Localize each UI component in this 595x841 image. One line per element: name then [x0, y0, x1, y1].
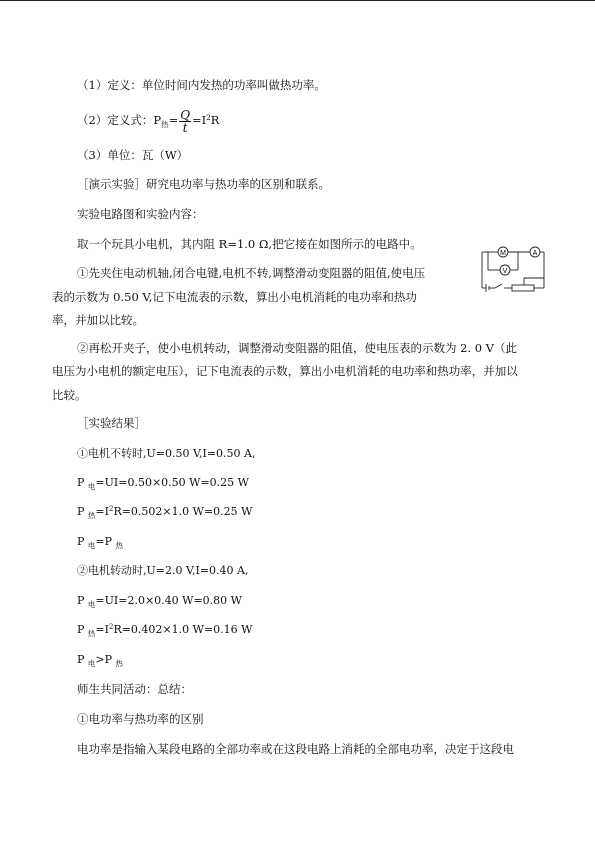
r2-cmp-p1: P [77, 653, 88, 666]
step2-line3: 比较。 [52, 388, 87, 402]
r2-ph-b: R=0.402×1.0 W=0.16 W [113, 623, 253, 636]
r1-cmp-p1: P [77, 535, 88, 548]
demo-line: ［演示实验］研究电功率与热功率的区别和联系。 [77, 177, 330, 191]
step1-line1: ①先夹住电动机轴,闭合电键,电机不转,调整滑动变阻器的阻值,使电压 [77, 266, 426, 280]
r2-cmp-sub1: 电 [87, 659, 96, 668]
formula-rest-a: =I [192, 113, 207, 127]
r2-pe-sub: 电 [87, 600, 96, 609]
r1-ph-a: =I [95, 505, 109, 518]
voltmeter-label: V [502, 268, 508, 275]
r2-ph-a: =I [95, 623, 109, 636]
circuit-diagram [468, 238, 548, 304]
step2-line2: 电压为小电机的额定电压），记下电流表的示数，算出小电机消耗的电功率和热功率，并加以 [52, 364, 518, 378]
definition-line: （1）定义：单位时间内发热的功率叫做热功率。 [77, 78, 326, 92]
formula-rest-b: R [210, 113, 220, 127]
formula-eq: = [168, 113, 179, 127]
r2-ph-sup: 2 [108, 623, 114, 631]
motor-label: M [500, 250, 506, 257]
result2-pe-line [77, 593, 242, 609]
formula-rest-sup: 2 [206, 114, 211, 122]
r1-cmp-sub1: 电 [87, 541, 96, 550]
r1-cmp-mid: =P [95, 535, 116, 548]
circuit-intro-line: 实验电路图和实验内容： [77, 207, 204, 221]
r2-pe-rest: =UI=2.0×0.40 W=0.80 W [95, 594, 242, 607]
step2-line1: ②再松开夹子，使小电机转动，调整滑动变阻器的阻值，使电压表的示数为 2. 0 V（此 [77, 341, 518, 355]
r1-pe-rest: =UI=0.50×0.50 W=0.25 W [95, 476, 249, 489]
formula-prefix: （2）定义式：P [77, 113, 162, 127]
r2-ph-sub: 热 [87, 629, 96, 638]
take-motor-line: 取一个玩具小电机，其内阻 R=1.0 Ω,把它接在如图所示的电路中。 [77, 237, 422, 251]
r1-cmp-sub2: 热 [115, 541, 124, 550]
difference-text: 电功率是指输入某段电路的全部功率或在这段电路上消耗的全部电功率，决定于这段电 [77, 742, 514, 756]
r2-cmp-mid: >P [95, 653, 116, 666]
r1-ph-sub: 热 [87, 511, 96, 520]
summary-line: 师生共同活动：总结： [77, 682, 192, 696]
formula-sub: 热 [161, 120, 169, 129]
formula-line [77, 106, 219, 136]
r2-cmp-sub2: 热 [115, 659, 124, 668]
result1-ph-line [77, 504, 252, 521]
r2-ph-p: P [77, 623, 88, 636]
formula-numerator: Q [180, 107, 191, 122]
r1-ph-p: P [77, 505, 88, 518]
result1-compare-line [77, 534, 123, 550]
ammeter-label: A [532, 250, 538, 257]
unit-line: （3）单位：瓦（W） [77, 148, 189, 162]
result1-line: ①电机不转时,U=0.50 V,I=0.50 A, [77, 447, 256, 460]
r1-pe-sub: 电 [87, 482, 96, 491]
result2-compare-line [77, 652, 123, 668]
difference-heading: ①电功率与热功率的区别 [77, 712, 204, 726]
formula-denominator: t [182, 120, 188, 135]
rheostat-body [512, 285, 534, 291]
result2-ph-line [77, 622, 252, 639]
r1-ph-b: R=0.502×1.0 W=0.25 W [113, 505, 253, 518]
switch-blade [495, 284, 502, 288]
result1-pe-line [77, 475, 249, 491]
step1-line2: 表的示数为 0.50 V,记下电流表的示数，算出小电机消耗的电功率和热功 [52, 290, 417, 304]
formula-fraction [179, 109, 191, 134]
r1-pe-p: P [77, 476, 88, 489]
result-heading: ［实验结果］ [77, 416, 146, 430]
step1-line3: 率，并加以比较。 [52, 313, 144, 327]
result2-line: ②电机转动时,U=2.0 V,I=0.40 A, [77, 564, 249, 577]
r2-pe-p: P [77, 594, 88, 607]
r1-ph-sup: 2 [108, 505, 114, 513]
page-top-rule [0, 0, 595, 1]
